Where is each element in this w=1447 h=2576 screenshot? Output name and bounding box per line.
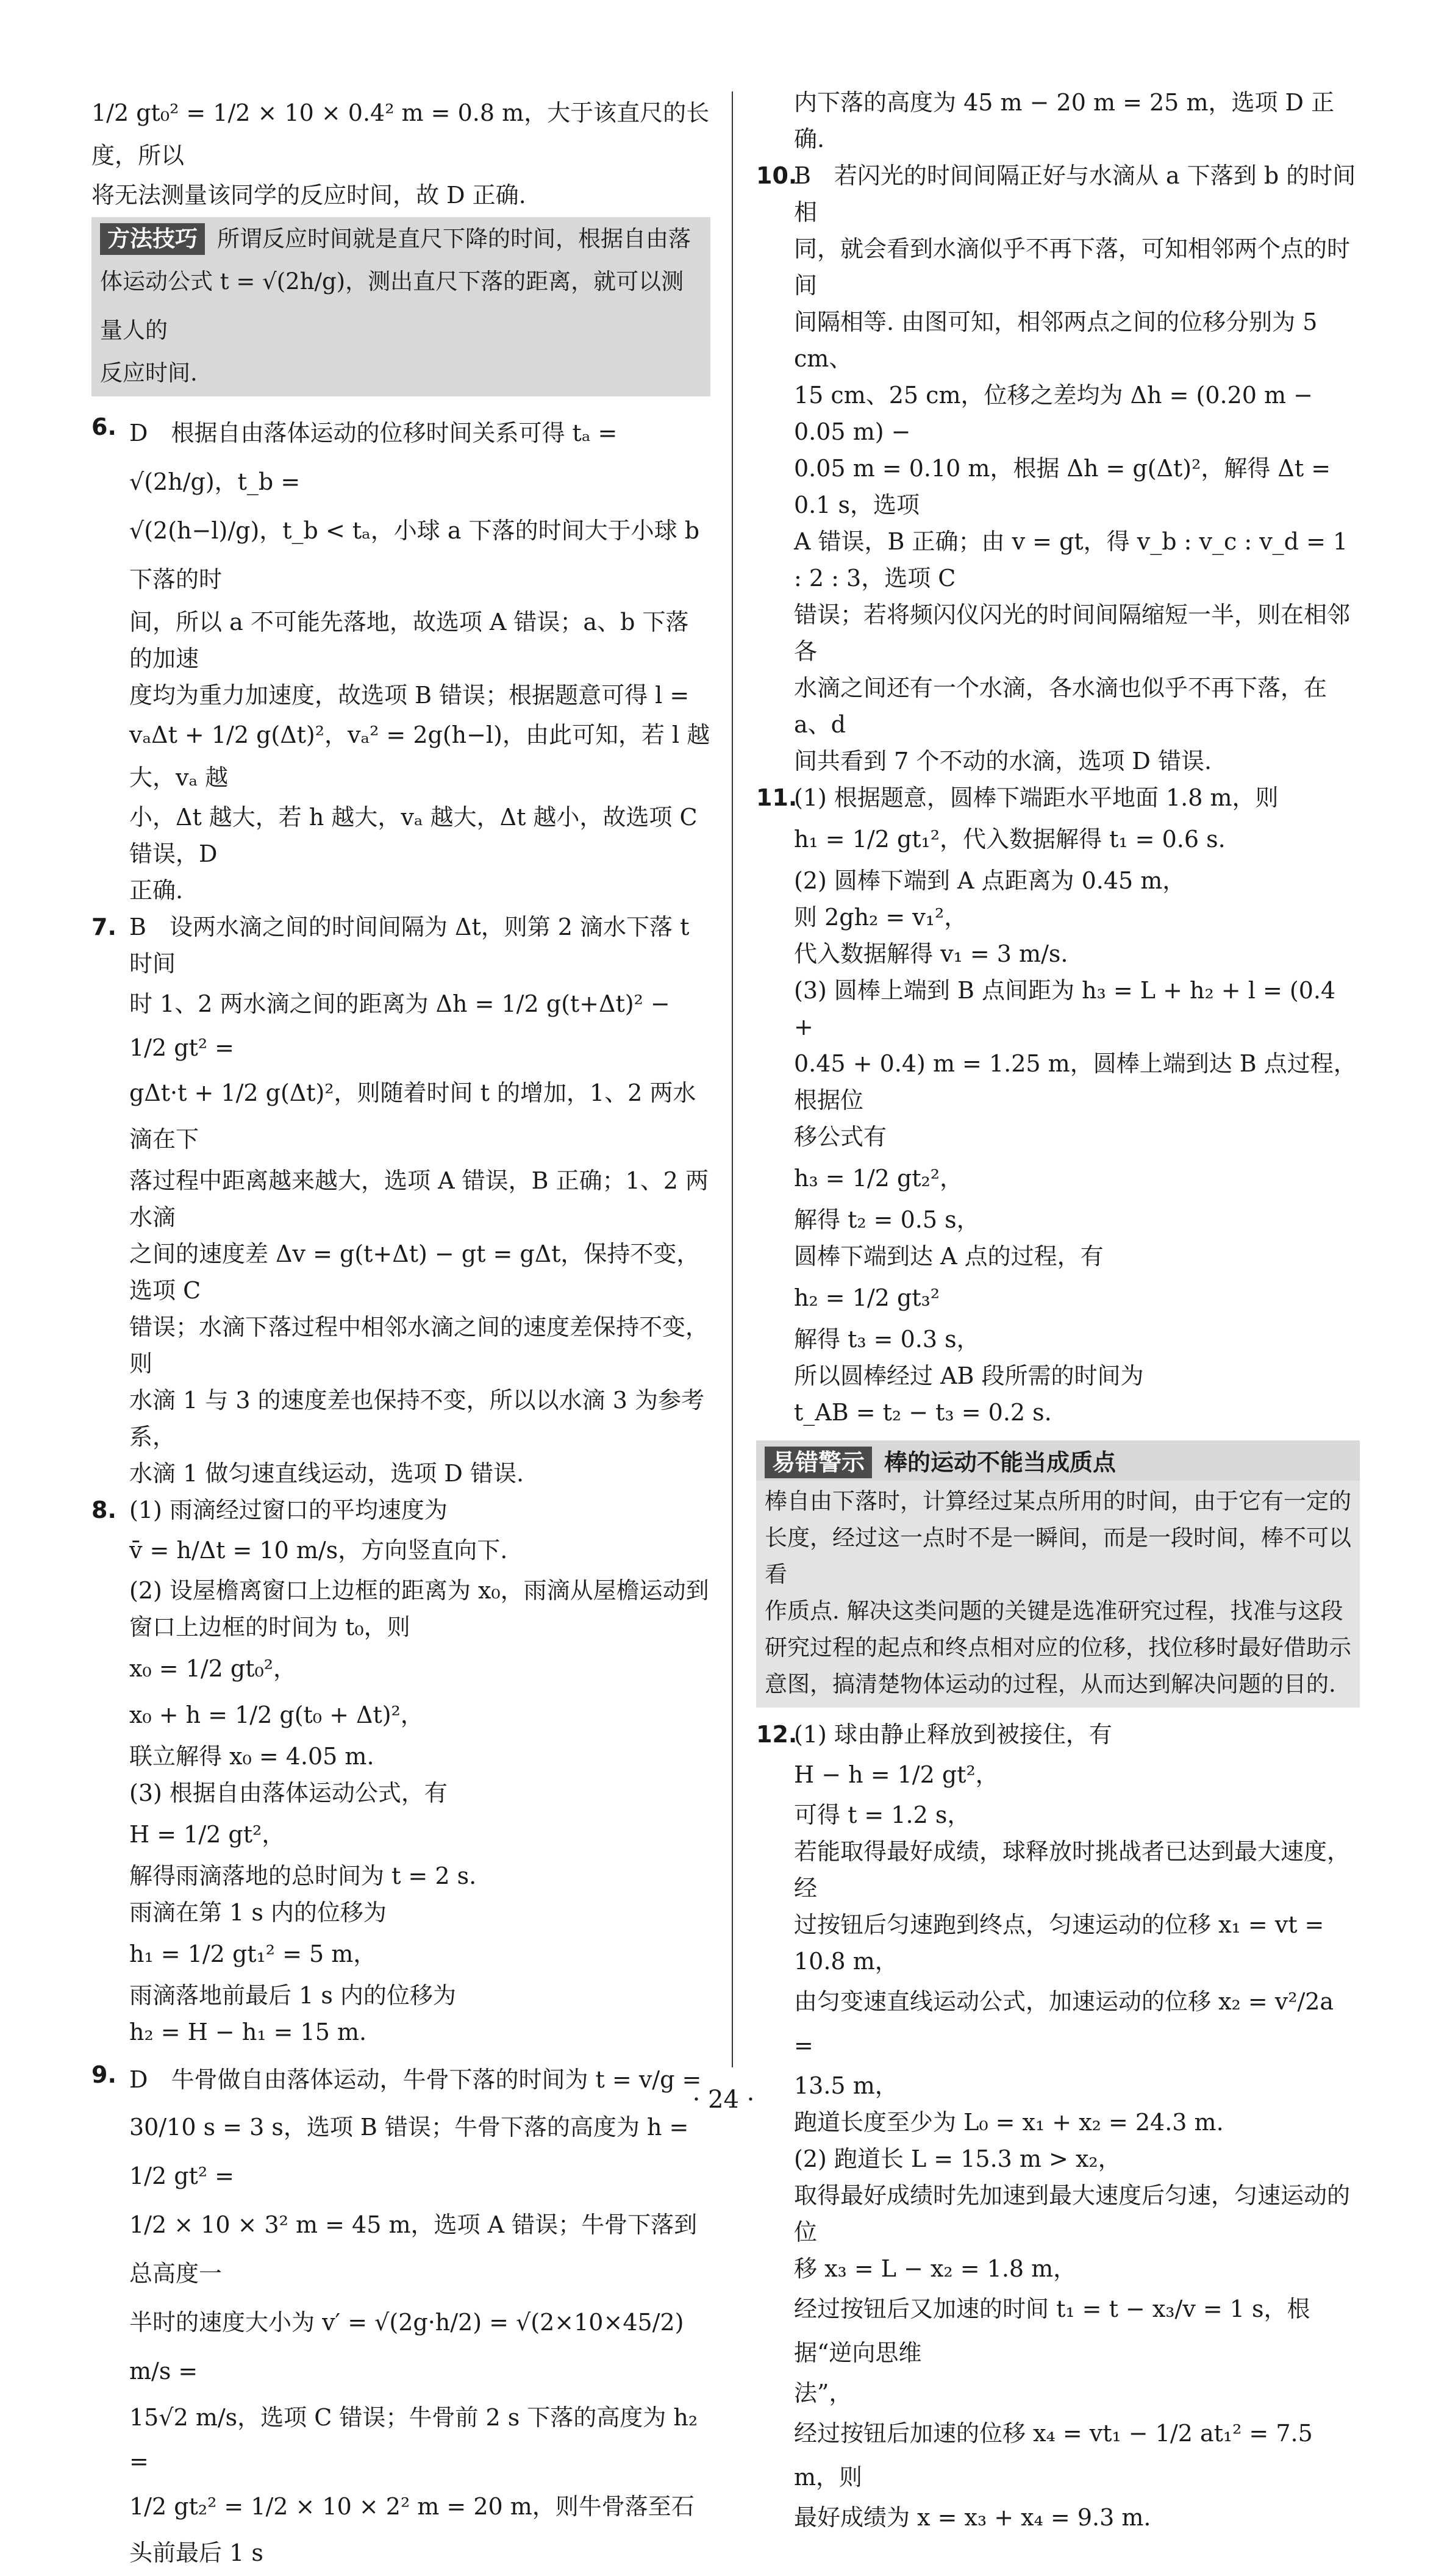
text-line: 水滴 1 与 3 的速度差也保持不变，所以以水滴 3 为参考系， <box>129 1387 705 1450</box>
text-line: 由匀变速直线运动公式，加速运动的位移 x₂ = v²/2a = <box>794 1988 1334 2059</box>
text-line: 所谓反应时间就是直尺下降的时间，根据自由落 <box>217 226 691 252</box>
text-line: h₁ = 1/2 gt₁² = 5 m， <box>129 1941 377 1967</box>
text-line: (1) 球由静止释放到被接住，有 <box>794 1721 1112 1748</box>
question-number: 9. <box>91 2061 116 2088</box>
text-line: h₁ = 1/2 gt₁²，代入数据解得 t₁ = 0.6 s. <box>794 826 1226 853</box>
text-line: H − h = 1/2 gt²， <box>794 1761 999 1788</box>
question-6 <box>91 409 710 909</box>
method-tip-box <box>91 217 710 396</box>
text-line: 水滴之间还有一个水滴，各水滴也似乎不再下落，在 a、d <box>794 674 1327 738</box>
text-line: h₂ = 1/2 gt₃² <box>794 1284 940 1311</box>
text-line: 间，所以 a 不可能先落地，故选项 A 错误；a、b 下落的加速 <box>129 609 689 672</box>
text-line: 正确. <box>129 877 184 904</box>
text-line: h₂ = H − h₁ = 15 m. <box>129 2019 367 2045</box>
text-line: 解得 t₃ = 0.3 s， <box>794 1326 980 1353</box>
text-line: 10.8 m， <box>794 1948 898 1975</box>
text-line: 取得最好成绩时先加速到最大速度后匀速，匀速运动的位 <box>794 2182 1351 2245</box>
question-8 <box>91 1492 710 2050</box>
text-line: 小，Δt 越大，若 h 越大，vₐ 越大，Δt 越小，故选项 C 错误，D <box>129 804 698 867</box>
text-line: D 牛骨做自由落体运动，牛骨下落的时间为 t = v/g = <box>129 2066 702 2093</box>
q5-continuation <box>91 91 710 213</box>
text-line: 雨滴在第 1 s 内的位移为 <box>129 1899 387 1926</box>
text-line: 间共看到 7 个不动的水滴，选项 D 错误. <box>794 748 1212 775</box>
text-line: 错误；若将频闪仪闪光的时间间隔缩短一半，则在相邻各 <box>794 601 1351 665</box>
text-line: 代入数据解得 v₁ = 3 m/s. <box>794 940 1068 967</box>
text-line: 长度，经过这一点时不是一瞬间，而是一段时间，棒不可以看 <box>765 1525 1351 1587</box>
text-line: (2) 设屋檐离窗口上边框的距离为 x₀，雨滴从屋檐运动到 <box>129 1577 709 1604</box>
text-line: 内下落的高度为 45 m − 20 m = 25 m，选项 D 正确. <box>794 89 1335 152</box>
text-line: t_AB = t₂ − t₃ = 0.2 s. <box>794 1399 1052 1426</box>
text-line: 1/2 × 10 × 3² m = 45 m，选项 A 错误；牛骨下落到总高度一 <box>129 2211 698 2287</box>
text-line: √(2(h−l)/g)，t_b < tₐ，小球 a 下落的时间大于小球 b 下落的时 <box>129 517 700 593</box>
text-line: 经过按钮后又加速的时间 t₁ = t − x₃/v = 1 s，根据“逆向思维 <box>794 2295 1310 2366</box>
question-11 <box>756 779 1360 1431</box>
q9-continuation <box>756 84 1360 157</box>
text-line: 解得雨滴落地的总时间为 t = 2 s. <box>129 1862 477 1889</box>
text-line: 0.45 + 0.4) m = 1.25 m，圆棒上端到达 B 点过程，根据位 <box>794 1050 1357 1114</box>
text-line: D 根据自由落体运动的位移时间关系可得 tₐ = √(2h/g)，t_b = <box>129 420 618 495</box>
text-line: H = 1/2 gt²， <box>129 1821 285 1848</box>
text-line: 1/2 gt₀² = 1/2 × 10 × 0.4² m = 0.8 m，大于该直尺的长度，所以 <box>91 99 710 169</box>
text-line: 30/10 s = 3 s，选项 B 错误；牛骨下落的高度为 h = 1/2 gt² = <box>129 2114 689 2189</box>
text-line: (3) 根据自由落体运动公式，有 <box>129 1780 448 1806</box>
text-line: 时 1、2 两水滴之间的距离为 Δh = 1/2 g(t+Δt)² − 1/2 gt² = <box>129 990 670 1061</box>
text-line: (2) 圆棒下端到 A 点距离为 0.45 m， <box>794 867 1186 894</box>
right-column <box>756 91 1360 2536</box>
text-line: 则 2gh₂ = v₁²， <box>794 904 968 931</box>
text-line: 若能取得最好成绩，球释放时挑战者已达到最大速度，经 <box>794 1838 1351 1902</box>
tip-label: 方法技巧 <box>100 223 205 255</box>
text-line: 作质点. 解决这类问题的关键是选准研究过程，找准与这段 <box>765 1598 1343 1624</box>
text-line: (1) 根据题意，圆棒下端距水平地面 1.8 m，则 <box>794 784 1279 811</box>
text-line: 窗口上边框的时间为 t₀，则 <box>129 1614 410 1640</box>
text-line: 落过程中距离越来越大，选项 A 错误，B 正确；1、2 两水滴 <box>129 1167 709 1231</box>
question-number: 11. <box>756 784 798 811</box>
warning-title: 棒的运动不能当成质点 <box>884 1449 1117 1476</box>
text-line: 棒自由下落时，计算经过某点所用的时间，由于它有一定的 <box>765 1488 1351 1514</box>
text-line: 最好成绩为 x = x₃ + x₄ = 9.3 m. <box>794 2504 1151 2531</box>
text-line: 雨滴落地前最后 1 s 内的位移为 <box>129 1982 456 2009</box>
text-line: (3) 圆棒上端到 B 点间距为 h₃ = L + h₂ + l = (0.4 + <box>794 977 1336 1040</box>
question-7 <box>91 909 710 1492</box>
text-line: 将无法测量该同学的反应时间，故 D 正确. <box>91 182 526 209</box>
text-line: 研究过程的起点和终点相对应的位移，找位移时最好借助示 <box>765 1634 1351 1661</box>
text-line: 跑道长度至少为 L₀ = x₁ + x₂ = 24.3 m. <box>794 2109 1224 2136</box>
text-line: 解得 t₂ = 0.5 s， <box>794 1206 980 1233</box>
text-line: 1/2 gt₂² = 1/2 × 10 × 2² m = 20 m，则牛骨落至石头前最后 1 s <box>129 2493 695 2566</box>
page-number: · 24 · <box>692 2086 755 2114</box>
text-line: 水滴 1 做匀速直线运动，选项 D 错误. <box>129 1460 524 1487</box>
text-line: 错误；水滴下落过程中相邻水滴之间的速度差保持不变，则 <box>129 1314 709 1377</box>
text-line: 13.5 m， <box>794 2072 898 2099</box>
text-line: 反应时间. <box>100 360 198 386</box>
column-divider <box>732 91 733 2067</box>
text-line: 同，就会看到水滴似乎不再下落，可知相邻两个点的时间 <box>794 235 1351 299</box>
question-10 <box>756 157 1360 779</box>
text-line: vₐΔt + 1/2 g(Δt)²，vₐ² = 2g(h−l)，由此可知，若 l 越大，vₐ 越 <box>129 721 710 791</box>
text-line: 圆棒下端到达 A 点的过程，有 <box>794 1243 1104 1270</box>
text-line: 经过按钮后加速的位移 x₄ = vt₁ − 1/2 at₁² = 7.5 m，则 <box>794 2420 1313 2491</box>
text-line: 体运动公式 t = √(2h/g)，测出直尺下落的距离，就可以测量人的 <box>100 268 684 343</box>
question-12 <box>756 1716 1360 2536</box>
text-line: x₀ + h = 1/2 g(t₀ + Δt)²， <box>129 1701 424 1728</box>
text-line: h₃ = 1/2 gt₂²， <box>794 1165 963 1192</box>
text-line: 0.05 m = 0.10 m，根据 Δh = g(Δt)²，解得 Δt = 0.1 s，选项 <box>794 455 1331 518</box>
text-line: (1) 雨滴经过窗口的平均速度为 <box>129 1497 448 1523</box>
text-line: A 错误，B 正确；由 v = gt，得 v_b : v_c : v_d = 1 : 2 : 3，选项 C <box>794 528 1348 592</box>
text-line: 移公式有 <box>794 1123 887 1150</box>
warning-box <box>756 1481 1360 1708</box>
question-number: 7. <box>91 914 116 940</box>
question-number: 12. <box>756 1721 798 1748</box>
question-number: 8. <box>91 1497 116 1523</box>
tip-first-line <box>100 221 702 257</box>
text-line: (2) 跑道长 L = 15.3 m > x₂， <box>794 2145 1121 2172</box>
question-number: 6. <box>91 413 116 440</box>
text-line: 之间的速度差 Δv = g(t+Δt) − gt = gΔt，保持不变，选项 C <box>129 1240 700 1304</box>
question-9 <box>91 2056 710 2576</box>
text-line: gΔt·t + 1/2 g(Δt)²，则随着时间 t 的增加，1、2 两水滴在下 <box>129 1079 696 1153</box>
text-line: x₀ = 1/2 gt₀²， <box>129 1655 296 1682</box>
text-line: 15√2 m/s，选项 C 错误；牛骨前 2 s 下落的高度为 h₂ = <box>129 2404 698 2475</box>
text-line: 所以圆棒经过 AB 段所需的时间为 <box>794 1362 1144 1389</box>
text-line: 度均为重力加速度，故选项 B 错误；根据题意可得 l = <box>129 682 690 709</box>
text-line: 15 cm、25 cm，位移之差均为 Δh = (0.20 m − 0.05 m) − <box>794 382 1313 445</box>
text-line: 可得 t = 1.2 s， <box>794 1801 971 1828</box>
text-line: 过按钮后匀速跑到终点，匀速运动的位移 x₁ = vt = <box>794 1911 1324 1938</box>
warning-header <box>756 1440 1360 1481</box>
text-line: 间隔相等. 由图可知，相邻两点之间的位移分别为 5 cm、 <box>794 309 1318 372</box>
warning-label: 易错警示 <box>765 1447 872 1478</box>
left-column <box>91 91 710 2576</box>
text-line: 移 x₃ = L − x₂ = 1.8 m， <box>794 2255 1077 2282</box>
question-number: 10. <box>756 162 798 189</box>
text-line: 半时的速度大小为 v′ = √(2g·h/2) = √(2×10×45/2) m/s = <box>129 2309 684 2385</box>
text-line: B 设两水滴之间的时间间隔为 Δt，则第 2 滴水下落 t 时间 <box>129 914 690 977</box>
text-line: 意图，搞清楚物体运动的过程，从而达到解决问题的目的. <box>765 1671 1336 1697</box>
text-line: 联立解得 x₀ = 4.05 m. <box>129 1743 374 1770</box>
text-line: B 若闪光的时间间隔正好与水滴从 a 下落到 b 的时间相 <box>794 162 1356 226</box>
text-line: 法”， <box>794 2380 852 2406</box>
text-line: v̄ = h/Δt = 10 m/s，方向竖直向下. <box>129 1537 508 1564</box>
